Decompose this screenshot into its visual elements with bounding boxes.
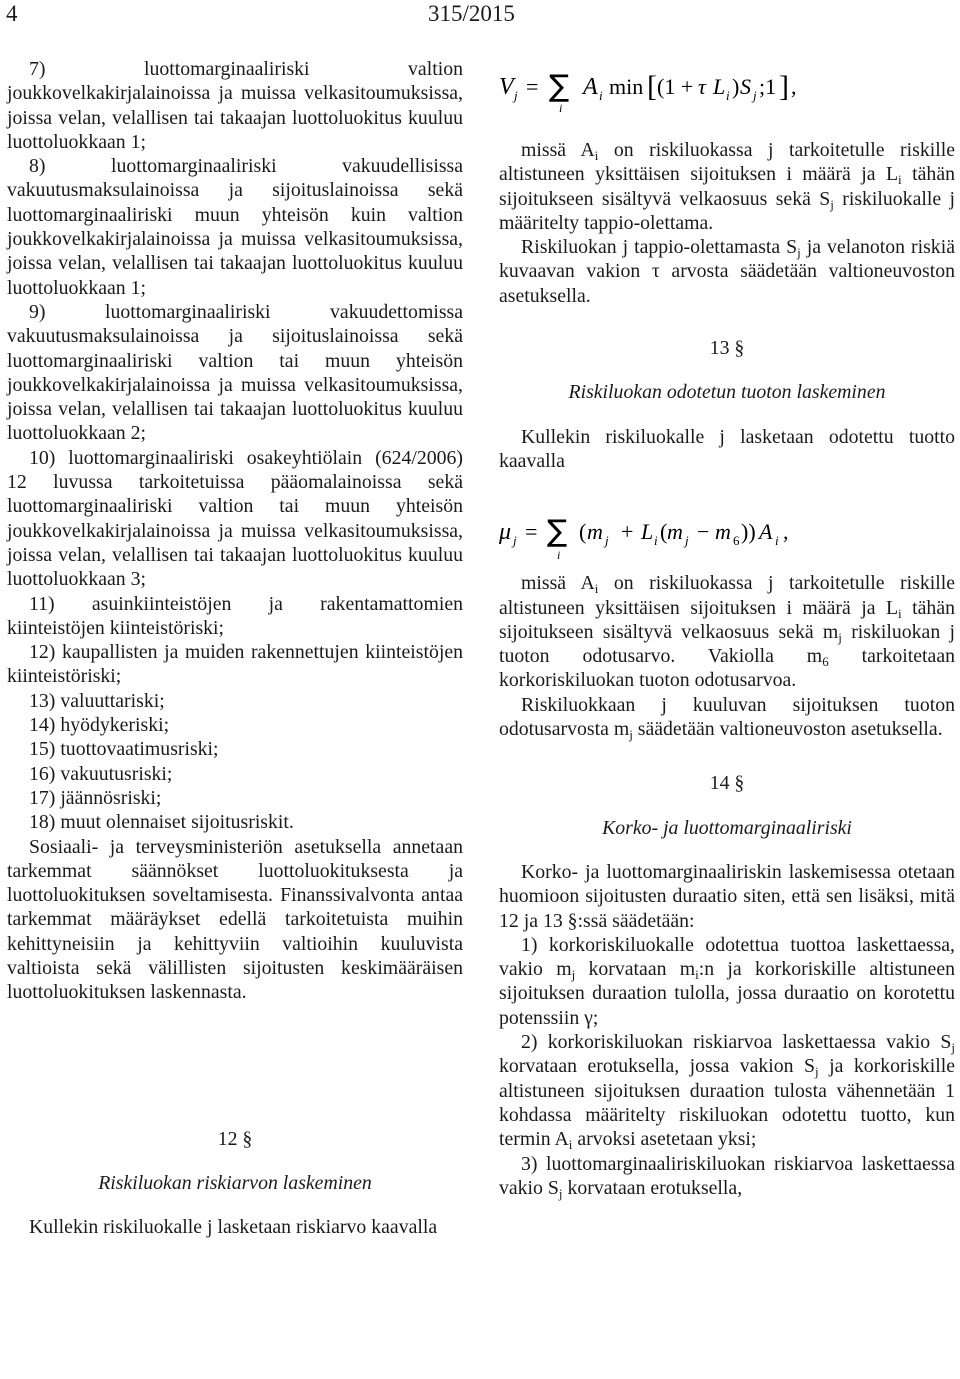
page-header: [0, 0, 960, 32]
svg-text:m: m: [587, 519, 603, 545]
list-item-15: 15) tuottovaatimusriski;: [29, 738, 219, 761]
section-14-item-2: 2) korkoriskiluokan riskiarvoa laskettaessa vakio $S_j$ korvataan erotuksella, jossa vakion $S_j$ ja korkoriskille altistuneen sijoituksen duraation tulosta vähennetään 1 kohdassa määritelty riskiluokan odotettu tuotto, kun termin $A_i$ arvoksi asetetaan yksi;: [499, 1031, 955, 1153]
section-13-intro: Kullekin riskiluokalle j lasketaan odotettu tuotto kaavalla: [499, 425, 955, 472]
list-item-12: 12) kaupallisten ja muiden rakennettujen kiinteistöjen kiinteistöriski;: [7, 641, 463, 688]
svg-text:+: +: [621, 519, 634, 545]
svg-text:∑: ∑: [547, 514, 568, 550]
section-14-intro: Korko- ja luottomarginaaliriskin laskemisessa otetaan huomioon sijoitusten duraatio siten, että sen lisäksi, mitä 12 ja 13 §:ssä säädetään:: [499, 860, 955, 932]
svg-text:i: i: [557, 548, 561, 563]
svg-text:j: j: [685, 533, 689, 549]
svg-text:j: j: [605, 533, 609, 549]
formula-risk-value: [499, 66, 819, 116]
formula-1-explanation: missä $A_i$ on riskiluokassa j tarkoitetulle riskille altistuneen yksittäisen sijoituksen i määrä ja $L_i$ tähän sijoitukseen sisältyvä velkaosuus sekä $S_j$ riskiluokalle j määritelty tappio-olettama.: [499, 139, 955, 234]
section-14-item-3: 3) luottomarginaaliriskiluokan riskiarvoa laskettaessa vakio $S_j$ korvataan erotuksella,: [499, 1152, 955, 1201]
list-item-16: 16) vakuutusriski;: [29, 762, 173, 785]
formula-2-explanation: missä $A_i$ on riskiluokassa j tarkoitetulle riskille altistuneen yksittäisen sijoituksen i määrä ja $L_i$ tähän sijoitukseen sisältyvä velkaosuus sekä $m_j$ riskiluokan j tuoton odotusarvo. Vakiolla $m_6$ tarkoitetaan korkoriskiluokan tuoton odotusarvoa.: [499, 572, 955, 692]
svg-text:τ: τ: [698, 74, 706, 99]
svg-text:(1 +: (1 +: [657, 74, 694, 99]
svg-text:S: S: [740, 74, 751, 99]
left-column: [7, 57, 463, 1239]
list-item-8: 8) luottomarginaaliriski vakuudellisissa vakuutusmaksulainoissa ja sijoituslainoissa sekä luottomarginaaliriski muun yhteisön kuin valtion joukkovelkakirjalainoissa ja muissa velkasitoumuksissa, joissa velan, velallisen tai takaajan luottoluokitus kuuluu luottoluokkaan 1;: [7, 155, 463, 299]
svg-text:A: A: [759, 519, 773, 545]
svg-text:m: m: [715, 519, 731, 545]
svg-text:,: ,: [791, 74, 797, 99]
svg-text:i: i: [654, 533, 658, 549]
right-column: [499, 66, 955, 1200]
list-item-14: 14) hyödykeriski;: [29, 714, 170, 737]
section-13-title: Riskiluokan odotetun tuoton laskeminen: [568, 381, 886, 404]
svg-text:]: ]: [779, 70, 789, 103]
svg-text:V: V: [499, 74, 514, 100]
svg-text:A: A: [583, 74, 598, 100]
svg-text:i: i: [775, 533, 779, 549]
list-item-18: 18) muut olennaiset sijoitusriskit.: [29, 811, 294, 834]
list-item-10: 10) luottomarginaaliriski osakeyhtiölain (624/2006) 12 luvussa tarkoitetuissa pääomalainoissa sekä luottomarginaaliriski valtion tai muun yhteisön joukkovelkakirjalainoissa ja muissa velkasitoumuksissa, joissa velan, velallisen tai takaajan luottoluokitus kuuluu luottoluokkaan 3;: [7, 446, 463, 591]
svg-text:i: i: [726, 88, 730, 103]
svg-text:;1: ;1: [759, 74, 777, 99]
svg-text:[: [: [647, 70, 657, 103]
svg-text:=: =: [526, 74, 539, 99]
svg-text:)): )): [741, 519, 756, 545]
publication-id: 315/2015: [428, 1, 515, 26]
list-item-13: 13) valuuttariski;: [29, 689, 165, 712]
page-number: 4: [6, 1, 18, 26]
list-item-11: 11) asuinkiinteistöjen ja rakentamattomien kiinteistöjen kiinteistöriski;: [7, 592, 463, 639]
svg-text:μ: μ: [499, 519, 512, 546]
section-12-intro: Kullekin riskiluokalle j lasketaan riskiarvo kaavalla: [29, 1216, 438, 1239]
svg-text:,: ,: [783, 519, 789, 545]
svg-text:(: (: [660, 519, 668, 545]
formula-expected-return: [499, 511, 819, 567]
svg-text:i: i: [559, 101, 563, 115]
section-14-number: 14 §: [709, 772, 745, 795]
section-14-item-1: 1) korkoriskiluokalle odotettua tuottoa laskettaessa, vakio $m_j$ korvataan $m_i:n$ ja korkoriskille altistuneen sijoituksen duraation tulolla, jossa duraatio on korotettu potenssiin γ;: [499, 933, 956, 1029]
decree-paragraph: Sosiaali- ja terveysministeriön asetuksella annetaan tarkemmat säännökset luottoluokituksesta ja luottoluokituksen soveltamisesta. Finanssivalvonta antaa tarkemmat määräykset edellä tarkoitetuista muihin kehittyneisiin ja kehittyviin valtioihin kuuluvista valtioista sekä välillisten sijoitusten keskimääräisen luottoluokituksen laskennasta.: [7, 835, 463, 1004]
svg-text:j: j: [753, 88, 757, 103]
svg-text:min: min: [609, 74, 644, 99]
svg-text:L: L: [713, 74, 726, 99]
svg-text:i: i: [599, 88, 603, 103]
tau-paragraph: Riskiluokan j tappio-olettamasta $S_j$ ja velanoton riskiä kuvaavan vakion τ arvosta säädetään valtioneuvoston asetuksella.: [499, 236, 955, 307]
section-12-title: Riskiluokan riskiarvon laskeminen: [98, 1171, 372, 1194]
svg-text:=: =: [525, 519, 538, 545]
svg-text:L: L: [641, 519, 654, 545]
svg-text:6: 6: [733, 533, 740, 549]
svg-text:∑: ∑: [549, 69, 570, 104]
svg-text:): ): [732, 74, 740, 99]
list-item-17: 17) jäännösriski;: [29, 786, 162, 809]
svg-text:−: −: [697, 519, 710, 545]
svg-text:(: (: [579, 519, 587, 545]
section-12-number: 12 §: [217, 1127, 253, 1150]
list-item-7: 7) luottomarginaaliriski valtion joukkovelkakirjalainoissa ja muissa velkasitoumuksissa, joissa velan, velallisen tai takaajan luottoluokitus kuuluu luottoluokkaan 1;: [7, 58, 463, 153]
section-13-number: 13 §: [709, 337, 745, 360]
section-14-title: Korko- ja luottomarginaaliriski: [602, 816, 852, 839]
list-item-9: 9) luottomarginaaliriski vakuudettomissa vakuutusmaksulainoissa ja sijoituslainoissa sekä luottomarginaaliriski valtion tai muun yhteisön joukkovelkakirjalainoissa ja muissa velkasitoumuksissa, joissa velan, velallisen tai takaajan luottoluokitus kuuluu luottoluokkaan 2;: [7, 300, 463, 445]
expected-return-paragraph: Riskiluokkaan j kuuluvan sijoituksen tuoton odotusarvosta $m_j$ säädetään valtioneuvoston asetuksella.: [499, 693, 955, 743]
svg-text:j: j: [513, 533, 517, 549]
svg-text:j: j: [514, 88, 518, 103]
svg-text:m: m: [667, 519, 683, 545]
section-gap: [7, 1005, 463, 1117]
